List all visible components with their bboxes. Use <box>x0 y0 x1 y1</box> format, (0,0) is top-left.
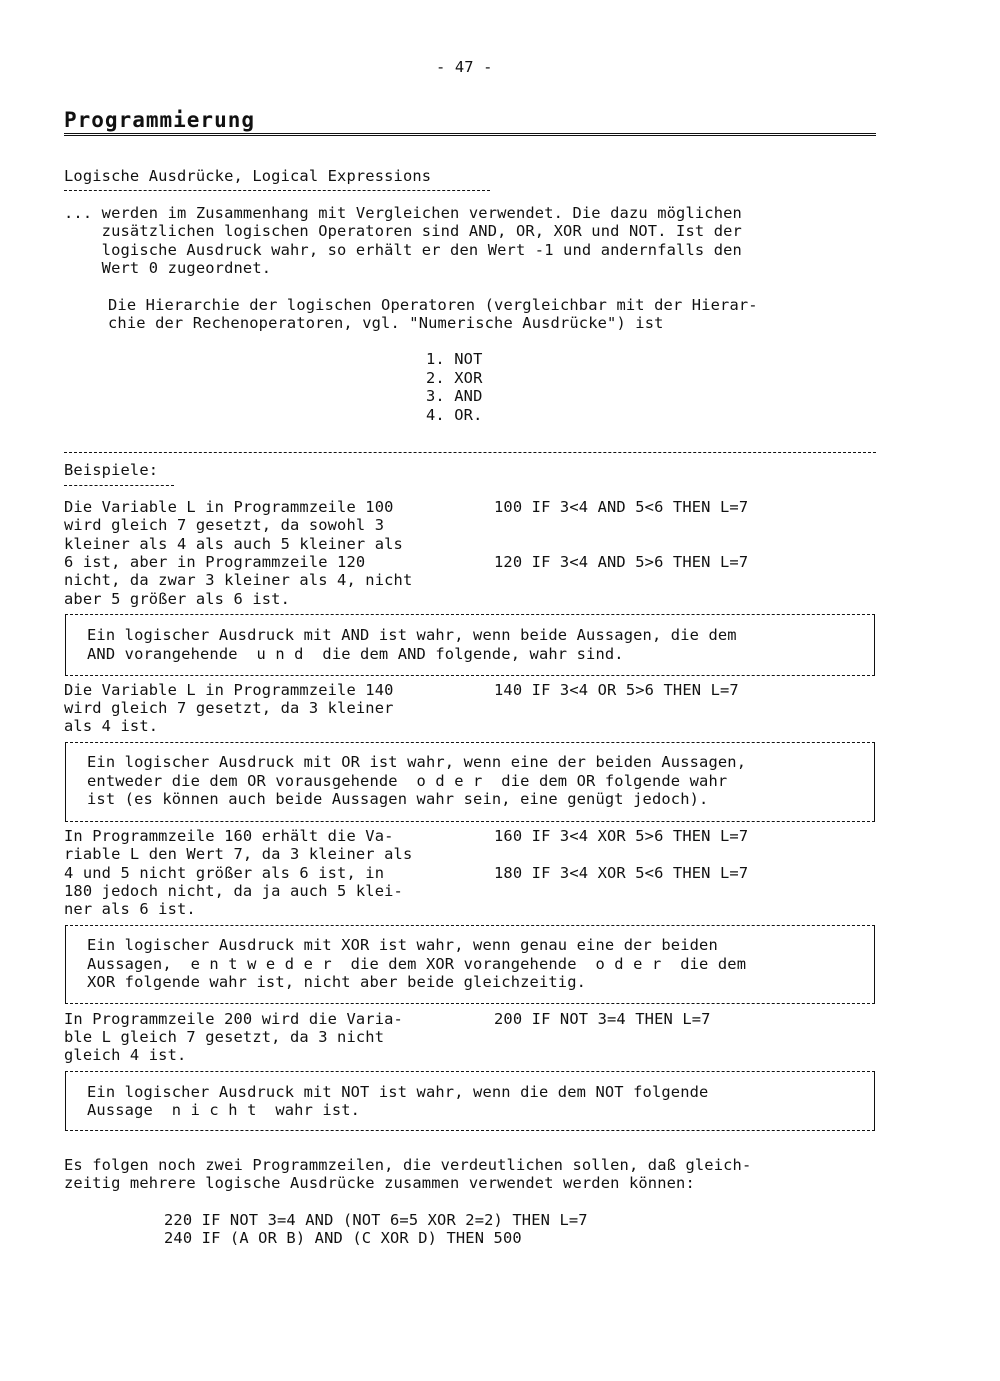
and-code-line: 120 IF 3<4 AND 5>6 THEN L=7 <box>494 553 749 571</box>
not-text-line: ble L gleich 7 gesetzt, da 3 nicht <box>64 1028 385 1046</box>
closing-line-2: zeitig mehrere logische Ausdrücke zusammen verwendet werden können: <box>64 1174 695 1192</box>
not-box-line: Aussage n i c h t wahr ist. <box>87 1101 361 1119</box>
xor-text-line: 180 jedoch nicht, da ja auch 5 klei- <box>64 882 403 900</box>
and-text-line: wird gleich 7 gesetzt, da sowohl 3 <box>64 516 385 534</box>
or-box-line: entweder die dem OR vorausgehende o d e r die dem OR folgende wahr <box>87 772 728 790</box>
xor-text-line: riable L den Wert 7, da 3 kleiner als <box>64 845 413 863</box>
operator-item: 4. OR. <box>426 406 483 424</box>
xor-box-line: Ein logischer Ausdruck mit XOR ist wahr, wenn genau eine der beiden <box>87 936 718 954</box>
not-text-line: In Programmzeile 200 wird die Varia- <box>64 1010 403 1028</box>
hierarchy-line-1: Die Hierarchie der logischen Operatoren (vergleichbar mit der Hierar- <box>108 296 758 314</box>
section-title: Logische Ausdrücke, Logical Expressions <box>64 167 432 185</box>
examples-label-underline <box>64 485 174 486</box>
and-text-line: Die Variable L in Programmzeile 100 <box>64 498 394 516</box>
intro-line-4: Wert 0 zugeordnet. <box>64 259 272 277</box>
xor-text-line: In Programmzeile 160 erhält die Va- <box>64 827 394 845</box>
or-box-line: ist (es können auch beide Aussagen wahr sein, eine genügt jedoch). <box>87 790 709 808</box>
xor-box-line: Aussagen, e n t w e d e r die dem XOR vorangehende o d e r die dem <box>87 955 747 973</box>
or-code-line: 140 IF 3<4 OR 5>6 THEN L=7 <box>494 681 739 699</box>
operator-item: 3. AND <box>426 387 483 405</box>
not-code-line: 200 IF NOT 3=4 THEN L=7 <box>494 1010 711 1028</box>
hierarchy-line-2: chie der Rechenoperatoren, vgl. "Numerische Ausdrücke") ist <box>108 314 664 332</box>
intro-line-2: zusätzlichen logischen Operatoren sind AND, OR, XOR und NOT. Ist der <box>64 222 742 240</box>
intro-line-3: logische Ausdruck wahr, so erhält er den Wert -1 und andernfalls den <box>64 241 742 259</box>
closing-line-1: Es folgen noch zwei Programmzeilen, die verdeutlichen sollen, daß gleich- <box>64 1156 752 1174</box>
and-box-line: AND vorangehende u n d die dem AND folgende, wahr sind. <box>87 645 624 663</box>
section-title-underline <box>64 190 490 191</box>
or-text-line: wird gleich 7 gesetzt, da 3 kleiner <box>64 699 394 717</box>
operator-item: 2. XOR <box>426 369 483 387</box>
xor-text-line: 4 und 5 nicht größer als 6 ist, in <box>64 864 385 882</box>
and-text-line: 6 ist, aber in Programmzeile 120 <box>64 553 366 571</box>
page-heading: Programmierung <box>64 108 256 132</box>
or-box-line: Ein logischer Ausdruck mit OR ist wahr, wenn eine der beiden Aussagen, <box>87 753 747 771</box>
xor-code-line: 160 IF 3<4 XOR 5>6 THEN L=7 <box>494 827 749 845</box>
or-text-line: Die Variable L in Programmzeile 140 <box>64 681 394 699</box>
intro-line-1: ... werden im Zusammenhang mit Vergleichen verwendet. Die dazu möglichen <box>64 204 742 222</box>
operator-item: 1. NOT <box>426 350 483 368</box>
closing-code-line: 240 IF (A OR B) AND (C XOR D) THEN 500 <box>164 1229 522 1247</box>
not-box-line: Ein logischer Ausdruck mit NOT ist wahr, wenn die dem NOT folgende <box>87 1083 709 1101</box>
and-text-line: nicht, da zwar 3 kleiner als 4, nicht <box>64 571 413 589</box>
examples-label: Beispiele: <box>64 461 159 479</box>
and-code-line: 100 IF 3<4 AND 5<6 THEN L=7 <box>494 498 749 516</box>
xor-code-line: 180 IF 3<4 XOR 5<6 THEN L=7 <box>494 864 749 882</box>
heading-double-rule <box>64 133 876 136</box>
and-text-line: kleiner als 4 als auch 5 kleiner als <box>64 535 403 553</box>
and-text-line: aber 5 größer als 6 ist. <box>64 590 290 608</box>
closing-code-line: 220 IF NOT 3=4 AND (NOT 6=5 XOR 2=2) THEN L=7 <box>164 1211 588 1229</box>
not-text-line: gleich 4 ist. <box>64 1046 187 1064</box>
section-divider <box>64 452 876 453</box>
page-number: - 47 - <box>436 58 493 76</box>
or-text-line: als 4 ist. <box>64 717 159 735</box>
xor-box-line: XOR folgende wahr ist, nicht aber beide gleichzeitig. <box>87 973 587 991</box>
and-box-line: Ein logischer Ausdruck mit AND ist wahr, wenn beide Aussagen, die dem <box>87 626 737 644</box>
xor-text-line: ner als 6 ist. <box>64 900 196 918</box>
